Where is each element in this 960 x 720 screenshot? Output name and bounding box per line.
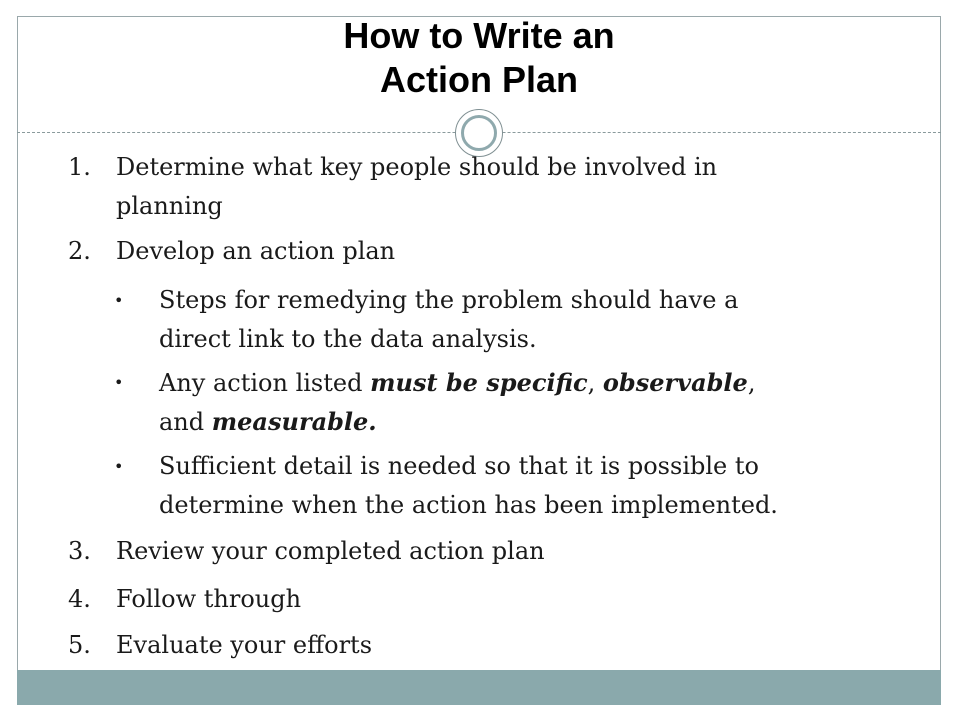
bullet-text: Steps for remedying the problem should have a bbox=[159, 286, 739, 314]
bullet-text-continued: direct link to the data analysis. bbox=[159, 325, 537, 353]
step-number: 2. bbox=[68, 237, 91, 265]
bullet-icon: • bbox=[114, 373, 124, 392]
bullet-icon: • bbox=[114, 457, 124, 476]
bullet-text-and: and bbox=[159, 408, 212, 436]
step-text: Review your completed action plan bbox=[116, 537, 545, 565]
bullet-text: Sufficient detail is needed so that it is possible to bbox=[159, 452, 759, 480]
bullet-text-plain: Any action listed bbox=[159, 369, 371, 397]
title-line-2: Action Plan bbox=[379, 59, 579, 100]
bullet-text bbox=[159, 366, 899, 400]
bullet-text-comma-2: , bbox=[747, 369, 756, 397]
step-text: Follow through bbox=[116, 585, 302, 613]
step-text-continued: planning bbox=[116, 192, 223, 220]
bullet-icon: • bbox=[114, 291, 124, 310]
step-number: 4. bbox=[68, 585, 91, 613]
emphasis-observable: observable bbox=[602, 368, 748, 397]
step-number: 5. bbox=[68, 631, 91, 659]
emphasis-specific: must be specific bbox=[370, 368, 588, 397]
bullet-text-continued: determine when the action has been implemented. bbox=[159, 491, 778, 519]
emphasis-measurable: measurable. bbox=[211, 407, 377, 436]
bullet-text-continued bbox=[159, 405, 899, 439]
title-line-1: How to Write an bbox=[343, 15, 615, 56]
step-text: Determine what key people should be involved in bbox=[116, 153, 718, 181]
step-number: 3. bbox=[68, 537, 91, 565]
step-number: 1. bbox=[68, 153, 91, 181]
footer-bar bbox=[17, 670, 941, 705]
bullet-text-comma: , bbox=[587, 369, 603, 397]
step-text: Evaluate your efforts bbox=[116, 631, 373, 659]
step-text: Develop an action plan bbox=[116, 237, 396, 265]
